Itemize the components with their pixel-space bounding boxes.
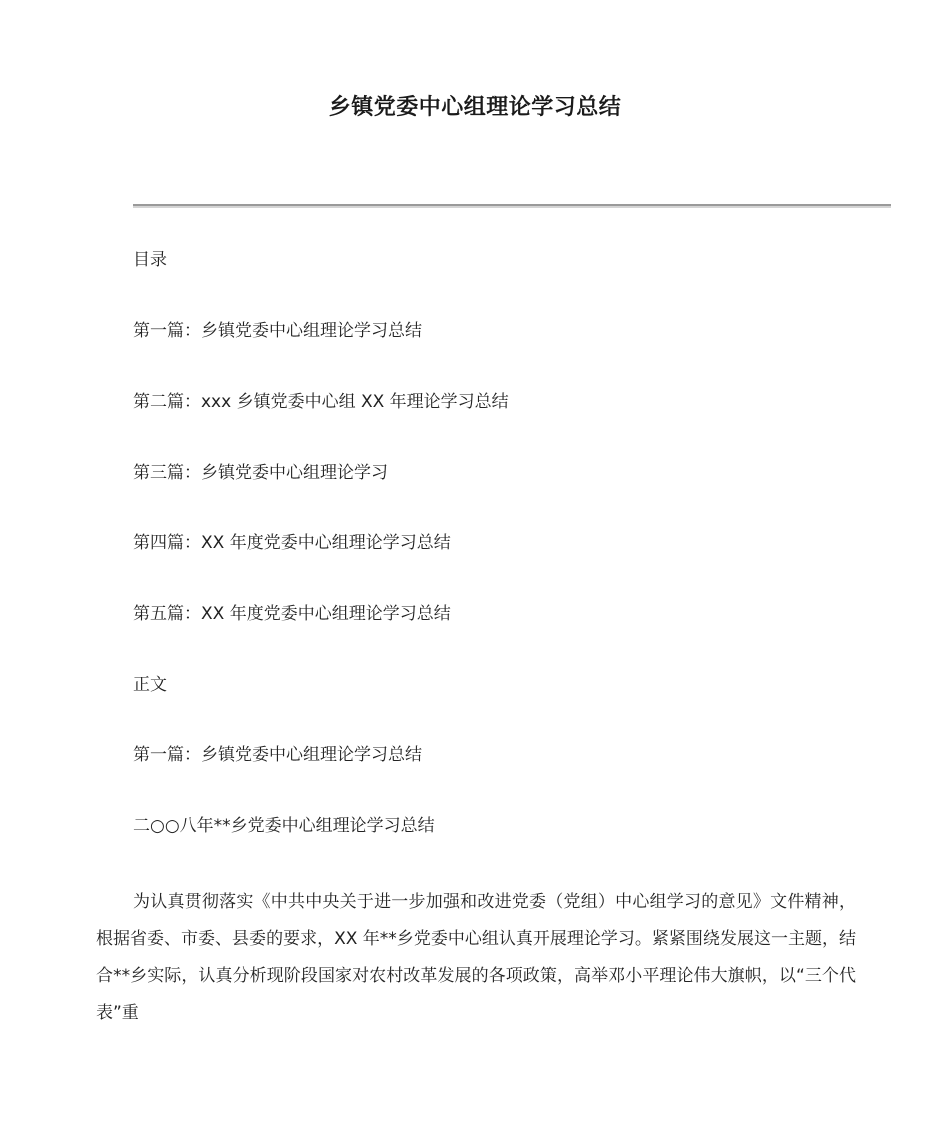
body-paragraph: 为认真贯彻落实《中共中央关于进一步加强和改进党委（党组）中心组学习的意见》文件精神，根据省委、市委、县委的要求，XX 年**乡党委中心组认真开展理论学习。紧紧围绕发展这一主题，结合**乡实际，认真分析现阶段国家对农村改革发展的各项政策，高举邓小平理论伟大旗帜，以“三个代表”重: [96, 892, 856, 1023]
toc-heading: 目录: [133, 250, 167, 270]
title-divider: [133, 204, 891, 208]
toc-item-5: 第五篇：XX 年度党委中心组理论学习总结: [133, 604, 451, 624]
body-heading: 正文: [133, 675, 167, 695]
toc-item-4: 第四篇：XX 年度党委中心组理论学习总结: [133, 533, 451, 553]
toc-item-1: 第一篇：乡镇党委中心组理论学习总结: [133, 321, 422, 341]
section-title: 第一篇：乡镇党委中心组理论学习总结: [133, 745, 422, 765]
section-subtitle: 二○○八年**乡党委中心组理论学习总结: [133, 816, 435, 836]
toc-item-3: 第三篇：乡镇党委中心组理论学习: [133, 463, 388, 483]
document-title: 乡镇党委中心组理论学习总结: [328, 95, 622, 120]
toc-item-2: 第二篇：xxx 乡镇党委中心组 XX 年理论学习总结: [133, 392, 509, 412]
